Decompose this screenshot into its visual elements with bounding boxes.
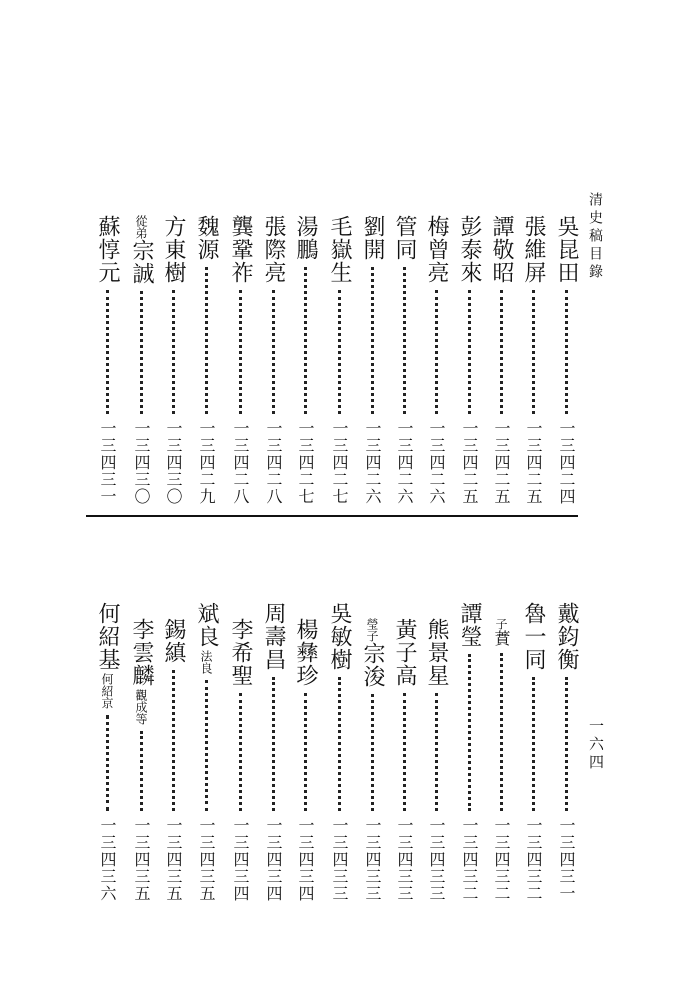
entry-name: 錫縝	[161, 618, 186, 664]
entry-page: 一三四三四	[231, 817, 250, 902]
toc-entry	[158, 602, 188, 902]
leader-dots	[106, 715, 109, 811]
toc-entry	[454, 602, 484, 902]
leader-dots	[304, 693, 307, 811]
entry-name: 梅曾亮	[424, 215, 449, 284]
entry-name: 吳敏樹	[327, 602, 352, 671]
entry-name: 戴鈞衡	[554, 602, 579, 671]
entry-name: 劉開	[360, 215, 385, 261]
toc-entry	[225, 215, 255, 505]
entry-name: 宗浚	[360, 642, 385, 688]
toc-entry	[551, 602, 581, 902]
leader-dots	[338, 677, 341, 811]
entry-name: 湯鵬	[293, 215, 318, 261]
entry-page: 一三四二五	[492, 420, 511, 505]
entry-name: 管同	[392, 215, 417, 261]
entry-page: 一三四三三	[395, 817, 414, 902]
entry-page: 一三四三〇	[164, 420, 183, 505]
toc-entry	[421, 602, 451, 902]
entry-relation: 從弟	[134, 215, 148, 239]
page-number: 一六四	[587, 718, 605, 772]
leader-dots	[565, 290, 568, 414]
entry-name: 譚敬昭	[489, 215, 514, 284]
leader-dots	[205, 267, 208, 414]
leader-dots	[304, 267, 307, 414]
running-header: 清史稿目錄	[587, 192, 603, 282]
entry-name: 熊景星	[424, 618, 449, 687]
entry-page: 一三四二六	[427, 420, 446, 505]
entry-page: 一三四三六	[98, 817, 117, 902]
entry-page: 一三四二七	[330, 420, 349, 505]
leader-dots	[532, 677, 535, 811]
entry-name: 魯一同	[521, 602, 546, 671]
entry-page: 一三四三四	[296, 817, 315, 902]
toc-entry	[158, 215, 188, 505]
leader-dots	[106, 290, 109, 414]
entry-name: 何紹基	[95, 602, 120, 671]
entry-page: 一三四三一	[557, 817, 576, 902]
toc-entry	[191, 215, 221, 505]
entry-page: 一三四三三	[363, 817, 382, 902]
leader-dots	[338, 290, 341, 414]
leader-dots	[239, 693, 242, 811]
toc-entry	[324, 602, 354, 902]
entry-page: 一三四二八	[231, 420, 250, 505]
leader-dots	[403, 693, 406, 811]
leader-dots	[403, 267, 406, 414]
entry-note: 觀成等	[134, 689, 148, 725]
toc-entry	[357, 215, 387, 505]
leader-dots	[140, 731, 143, 811]
entry-page: 一三四三三	[330, 817, 349, 902]
toc-entry	[191, 602, 221, 902]
entry-name: 彭泰來	[457, 215, 482, 284]
entry-page: 一三四二七	[296, 420, 315, 505]
toc-entry	[389, 215, 419, 505]
entry-page: 一三四二六	[363, 420, 382, 505]
entry-page: 一三四三二	[460, 817, 479, 902]
entry-name: 譚瑩	[457, 602, 482, 648]
leader-dots	[371, 267, 374, 414]
toc-entry	[518, 215, 548, 505]
entry-page: 一三四三一	[98, 420, 117, 505]
leader-dots	[435, 693, 438, 811]
entry-note: 何紹京	[100, 673, 114, 709]
entry-page: 一三四三五	[132, 817, 151, 902]
entry-relation: 瑩子	[365, 618, 379, 642]
section-divider	[86, 515, 578, 517]
entry-page: 一三四三四	[264, 817, 283, 902]
leader-dots	[371, 694, 374, 811]
entry-name: 吳昆田	[554, 215, 579, 284]
toc-entry	[518, 602, 548, 902]
entry-page: 一三四二九	[197, 420, 216, 505]
leader-dots	[172, 290, 175, 414]
entry-page: 一三四三〇	[132, 420, 151, 505]
toc-entry	[92, 602, 122, 902]
leader-dots	[272, 290, 275, 414]
entry-name: 李雲麟	[129, 618, 154, 687]
entry-page: 一三四二五	[524, 420, 543, 505]
toc-entry	[258, 215, 288, 505]
entry-name: 楊彝珍	[293, 618, 318, 687]
toc-entry	[551, 215, 581, 505]
toc-entry	[126, 602, 156, 902]
toc-entry	[92, 215, 122, 505]
leader-dots	[140, 291, 143, 414]
entry-page: 一三四二六	[395, 420, 414, 505]
entry-name: 蘇惇元	[95, 215, 120, 284]
leader-dots	[500, 290, 503, 414]
entry-name: 張維屏	[521, 215, 546, 284]
entry-name: 周壽昌	[261, 602, 286, 671]
leader-dots	[239, 290, 242, 414]
entry-page: 一三四二八	[264, 420, 283, 505]
toc-entry	[454, 215, 484, 505]
toc-entry	[421, 215, 451, 505]
toc-entry	[290, 215, 320, 505]
entry-name: 張際亮	[261, 215, 286, 284]
entry-name: 黃子高	[392, 618, 417, 687]
leader-dots	[172, 670, 175, 811]
entry-name: 宗誠	[129, 239, 154, 285]
entry-name: 方東樹	[161, 215, 186, 284]
entry-relation: 子	[494, 618, 508, 630]
leader-dots	[435, 290, 438, 414]
toc-entry	[486, 602, 516, 902]
leader-dots	[468, 290, 471, 414]
entry-name: 毛嶽生	[327, 215, 352, 284]
entry-page: 一三四二五	[460, 420, 479, 505]
entry-page: 一三四二四	[557, 420, 576, 505]
entry-name: 斌良	[194, 602, 219, 648]
entry-note: 法良	[199, 650, 213, 674]
leader-dots	[500, 653, 503, 811]
entry-name: 魏源	[194, 215, 219, 261]
entry-name: 蕡	[492, 630, 511, 647]
entry-page: 一三四三五	[164, 817, 183, 902]
toc-entry	[324, 215, 354, 505]
toc-entry	[290, 602, 320, 902]
entry-name: 龔鞏祚	[228, 215, 253, 284]
entry-name: 李希聖	[228, 618, 253, 687]
toc-entry	[357, 602, 387, 902]
toc-entry	[126, 215, 156, 505]
toc-entry	[389, 602, 419, 902]
toc-entry	[486, 215, 516, 505]
toc-entry	[225, 602, 255, 902]
leader-dots	[272, 677, 275, 811]
leader-dots	[468, 654, 471, 811]
entry-page: 一三四三二	[524, 817, 543, 902]
toc-entry	[258, 602, 288, 902]
entry-page: 一三四三五	[197, 817, 216, 902]
leader-dots	[532, 290, 535, 414]
entry-page: 一三四三二	[492, 817, 511, 902]
entry-page: 一三四三三	[427, 817, 446, 902]
leader-dots	[565, 677, 568, 811]
leader-dots	[205, 680, 208, 811]
